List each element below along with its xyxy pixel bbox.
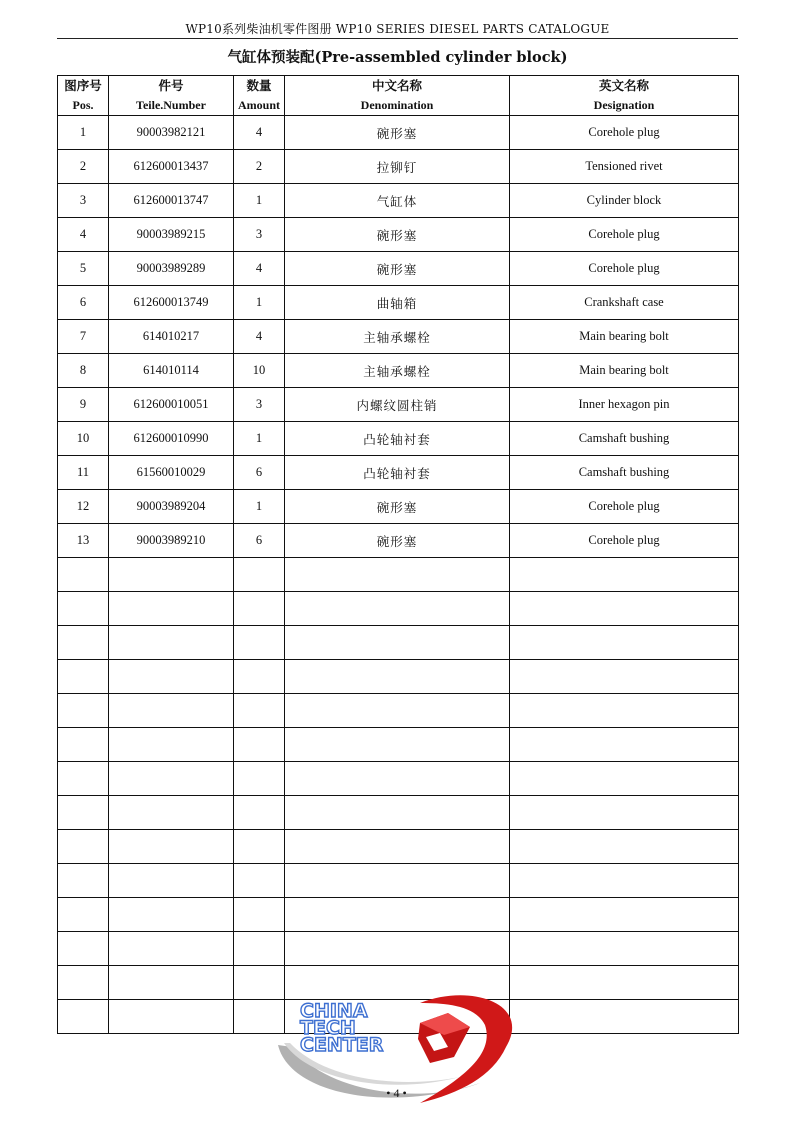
part-number-cell: 612600013747: [109, 184, 234, 218]
chinese-name-cell: 碗形塞: [285, 524, 510, 558]
pos-cell: 3: [58, 184, 109, 218]
english-name-cell: Tensioned rivet: [510, 150, 739, 184]
pos-cell: 11: [58, 456, 109, 490]
empty-amount-cell: [234, 830, 285, 864]
logo-text-center: CENTER: [300, 1034, 384, 1056]
running-header: WP10系列柴油机零件图册 WP10 SERIES DIESEL PARTS CATALOGUE: [185, 22, 610, 36]
amount-cell: 3: [234, 388, 285, 422]
part-number-cell: 90003989210: [109, 524, 234, 558]
pos-cell: 4: [58, 218, 109, 252]
empty-chinese-name-cell: [285, 728, 510, 762]
table-row: [58, 184, 739, 218]
part-number-cell: 90003989215: [109, 218, 234, 252]
table-row: [58, 354, 739, 388]
part-number-cell: 612600013437: [109, 150, 234, 184]
empty-english-name-cell: [510, 864, 739, 898]
chinese-name-cell: 气缸体: [285, 184, 510, 218]
pos-cell: 1: [58, 116, 109, 150]
empty-chinese-name-cell: [285, 830, 510, 864]
chinese-name-cell: 曲轴箱: [285, 286, 510, 320]
empty-english-name-cell: [510, 830, 739, 864]
table-row: [58, 116, 739, 150]
english-name-cell: Camshaft bushing: [510, 422, 739, 456]
empty-english-name-cell: [510, 728, 739, 762]
table-row: [58, 286, 739, 320]
table-row: [58, 524, 739, 558]
empty-amount-cell: [234, 592, 285, 626]
empty-chinese-name-cell: [285, 626, 510, 660]
empty-english-name-cell: [510, 592, 739, 626]
empty-amount-cell: [234, 762, 285, 796]
header-part-number: 件号 Teile.Number: [109, 76, 234, 116]
table-row: [58, 252, 739, 286]
header-pos: 图序号 Pos.: [58, 76, 109, 116]
empty-table-row: [58, 626, 739, 660]
pos-cell: 9: [58, 388, 109, 422]
parts-table-body: [58, 116, 739, 1034]
header-divider: [57, 38, 738, 39]
chinese-name-cell: 拉铆钉: [285, 150, 510, 184]
pos-cell: 2: [58, 150, 109, 184]
amount-cell: 2: [234, 150, 285, 184]
empty-part-number-cell: [109, 728, 234, 762]
empty-amount-cell: [234, 898, 285, 932]
amount-cell: 6: [234, 456, 285, 490]
empty-pos-cell: [58, 932, 109, 966]
header-amount: 数量 Amount: [234, 76, 285, 116]
part-number-cell: 90003982121: [109, 116, 234, 150]
empty-english-name-cell: [510, 558, 739, 592]
empty-english-name-cell: [510, 626, 739, 660]
pos-cell: 6: [58, 286, 109, 320]
empty-amount-cell: [234, 796, 285, 830]
table-row: [58, 388, 739, 422]
part-number-cell: 612600013749: [109, 286, 234, 320]
table-row: [58, 456, 739, 490]
chinese-name-cell: 凸轮轴衬套: [285, 456, 510, 490]
empty-chinese-name-cell: [285, 558, 510, 592]
english-name-cell: Corehole plug: [510, 218, 739, 252]
empty-amount-cell: [234, 626, 285, 660]
header-chinese-name: 中文名称 Denomination: [285, 76, 510, 116]
chinese-name-cell: 内螺纹圆柱销: [285, 388, 510, 422]
part-number-cell: 614010217: [109, 320, 234, 354]
empty-amount-cell: [234, 932, 285, 966]
table-row: [58, 320, 739, 354]
pos-cell: 13: [58, 524, 109, 558]
empty-chinese-name-cell: [285, 592, 510, 626]
table-row: [58, 422, 739, 456]
header-english-name: 英文名称 Designation: [510, 76, 739, 116]
amount-cell: 1: [234, 184, 285, 218]
empty-part-number-cell: [109, 864, 234, 898]
english-name-cell: Corehole plug: [510, 252, 739, 286]
empty-part-number-cell: [109, 558, 234, 592]
empty-table-row: [58, 558, 739, 592]
empty-english-name-cell: [510, 660, 739, 694]
empty-part-number-cell: [109, 932, 234, 966]
english-name-cell: Main bearing bolt: [510, 354, 739, 388]
empty-part-number-cell: [109, 796, 234, 830]
amount-cell: 4: [234, 116, 285, 150]
amount-cell: 4: [234, 252, 285, 286]
empty-table-row: [58, 898, 739, 932]
empty-chinese-name-cell: [285, 796, 510, 830]
empty-pos-cell: [58, 966, 109, 1000]
empty-pos-cell: [58, 796, 109, 830]
part-number-cell: 90003989204: [109, 490, 234, 524]
empty-chinese-name-cell: [285, 932, 510, 966]
english-name-cell: Main bearing bolt: [510, 320, 739, 354]
empty-part-number-cell: [109, 966, 234, 1000]
empty-table-row: [58, 932, 739, 966]
empty-chinese-name-cell: [285, 762, 510, 796]
english-name-cell: Camshaft bushing: [510, 456, 739, 490]
empty-pos-cell: [58, 626, 109, 660]
empty-amount-cell: [234, 558, 285, 592]
chinese-name-cell: 主轴承螺栓: [285, 320, 510, 354]
empty-part-number-cell: [109, 1000, 234, 1034]
empty-table-row: [58, 830, 739, 864]
chinese-name-cell: 碗形塞: [285, 218, 510, 252]
empty-chinese-name-cell: [285, 864, 510, 898]
part-number-cell: 612600010990: [109, 422, 234, 456]
part-number-cell: 612600010051: [109, 388, 234, 422]
empty-table-row: [58, 864, 739, 898]
empty-pos-cell: [58, 864, 109, 898]
english-name-cell: Corehole plug: [510, 116, 739, 150]
english-name-cell: Cylinder block: [510, 184, 739, 218]
page-title: 气缸体预装配(Pre-assembled cylinder block): [227, 49, 568, 66]
amount-cell: 1: [234, 286, 285, 320]
empty-amount-cell: [234, 864, 285, 898]
logo-text-tech: TECH: [300, 1017, 356, 1039]
pos-cell: 10: [58, 422, 109, 456]
amount-cell: 10: [234, 354, 285, 388]
empty-part-number-cell: [109, 830, 234, 864]
empty-part-number-cell: [109, 898, 234, 932]
pos-cell: 8: [58, 354, 109, 388]
amount-cell: 1: [234, 490, 285, 524]
empty-english-name-cell: [510, 966, 739, 1000]
empty-table-row: [58, 728, 739, 762]
table-row: [58, 490, 739, 524]
empty-table-row: [58, 762, 739, 796]
empty-pos-cell: [58, 694, 109, 728]
amount-cell: 1: [234, 422, 285, 456]
empty-pos-cell: [58, 898, 109, 932]
empty-english-name-cell: [510, 762, 739, 796]
empty-part-number-cell: [109, 626, 234, 660]
english-name-cell: Inner hexagon pin: [510, 388, 739, 422]
part-number-cell: 614010114: [109, 354, 234, 388]
empty-table-row: [58, 694, 739, 728]
part-number-cell: 61560010029: [109, 456, 234, 490]
empty-pos-cell: [58, 728, 109, 762]
empty-pos-cell: [58, 1000, 109, 1034]
empty-pos-cell: [58, 830, 109, 864]
english-name-cell: Corehole plug: [510, 524, 739, 558]
empty-pos-cell: [58, 660, 109, 694]
empty-table-row: [58, 796, 739, 830]
logo-text-china: CHINA: [300, 1000, 368, 1022]
empty-amount-cell: [234, 694, 285, 728]
table-row: [58, 218, 739, 252]
empty-part-number-cell: [109, 592, 234, 626]
amount-cell: 4: [234, 320, 285, 354]
chinese-name-cell: 凸轮轴衬套: [285, 422, 510, 456]
chinese-name-cell: 碗形塞: [285, 252, 510, 286]
empty-amount-cell: [234, 728, 285, 762]
empty-english-name-cell: [510, 932, 739, 966]
empty-english-name-cell: [510, 898, 739, 932]
pos-cell: 12: [58, 490, 109, 524]
english-name-cell: Crankshaft case: [510, 286, 739, 320]
parts-table: [57, 75, 739, 1034]
empty-english-name-cell: [510, 1000, 739, 1034]
amount-cell: 6: [234, 524, 285, 558]
empty-chinese-name-cell: [285, 898, 510, 932]
empty-pos-cell: [58, 762, 109, 796]
pos-cell: 7: [58, 320, 109, 354]
empty-pos-cell: [58, 592, 109, 626]
part-number-cell: 90003989289: [109, 252, 234, 286]
chinese-name-cell: 碗形塞: [285, 116, 510, 150]
empty-part-number-cell: [109, 660, 234, 694]
empty-table-row: [58, 660, 739, 694]
english-name-cell: Corehole plug: [510, 490, 739, 524]
empty-english-name-cell: [510, 694, 739, 728]
empty-amount-cell: [234, 660, 285, 694]
empty-chinese-name-cell: [285, 660, 510, 694]
empty-table-row: [58, 592, 739, 626]
table-row: [58, 150, 739, 184]
table-header-row: [58, 76, 739, 116]
chinese-name-cell: 主轴承螺栓: [285, 354, 510, 388]
empty-english-name-cell: [510, 796, 739, 830]
chinese-name-cell: 碗形塞: [285, 490, 510, 524]
empty-part-number-cell: [109, 762, 234, 796]
page-number: • 4 •: [386, 1086, 407, 1100]
empty-part-number-cell: [109, 694, 234, 728]
empty-pos-cell: [58, 558, 109, 592]
empty-chinese-name-cell: [285, 694, 510, 728]
amount-cell: 3: [234, 218, 285, 252]
pos-cell: 5: [58, 252, 109, 286]
